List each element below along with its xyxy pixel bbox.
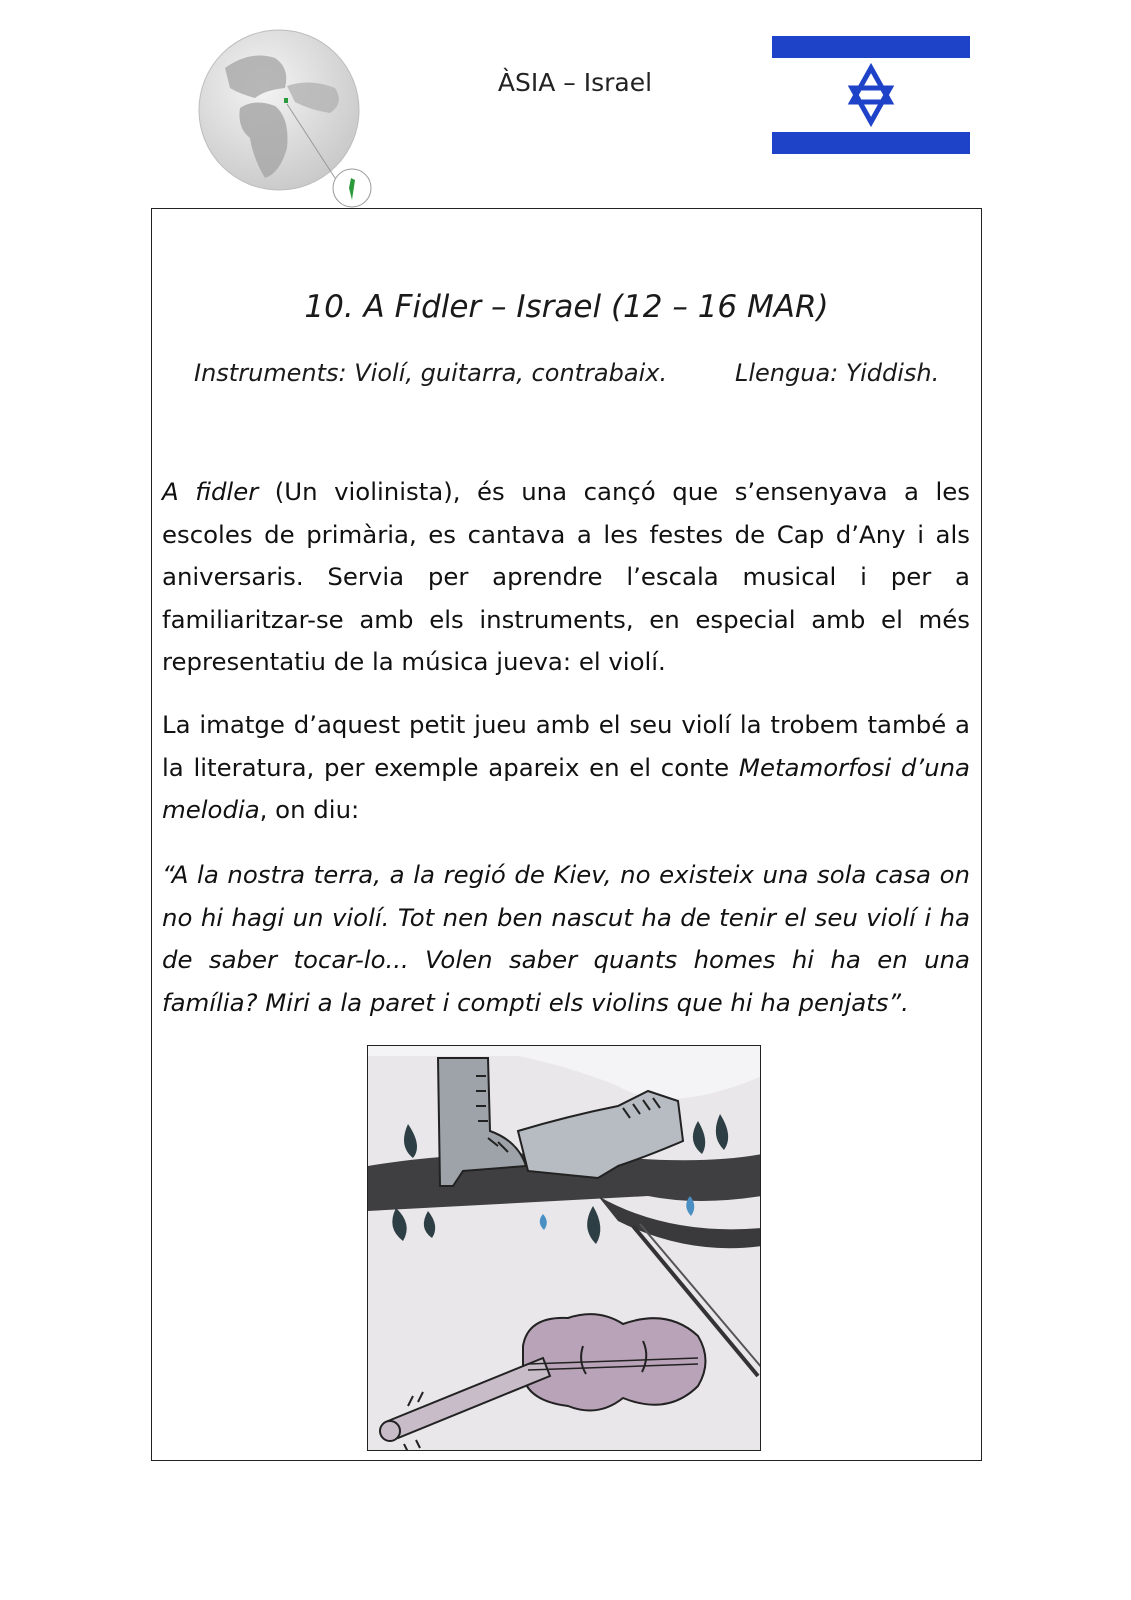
boots-on-branch-violin-illustration	[367, 1045, 761, 1451]
book-title-italic: Metamorfosi d’una melodia	[162, 752, 970, 824]
instruments-line: Instruments: Violí, guitarra, contrabaix.	[194, 359, 668, 387]
language-line: Llengua: Yiddish.	[735, 359, 940, 387]
page-header-title: ÀSIA – Israel	[497, 68, 653, 97]
intro-text: (Un violinista), és una cançó que s’ensenyava a les escoles de primària, es cantava a les festes de Cap d’Any i als aniversaris. Servia per aprendre l’escala musical i per a familiaritzar-se amb els instruments, en especial amb el més representatiu de la música jueva: el violí.	[162, 477, 970, 676]
intro-paragraph	[162, 471, 970, 684]
israel-flag-icon	[772, 36, 970, 154]
literature-text-a: La imatge d’aquest petit jueu amb el seu violí la trobem també a la literatura, per exemple apareix en el conte	[162, 710, 970, 782]
literature-text-b: , on diu:	[259, 795, 360, 824]
literature-paragraph	[162, 704, 970, 832]
song-title: 10. A Fidler – Israel (12 – 16 MAR)	[304, 289, 829, 325]
song-card	[151, 208, 982, 1461]
quote-paragraph: “A la nostra terra, a la regió de Kiev, no existeix una sola casa on no hi hagi un violí. Tot nen ben nascut ha de tenir el seu violí i ha de saber tocar-lo... Volen saber quants homes hi ha en una família? Miri a la paret i compti els violins que hi ha penjats”.	[162, 860, 970, 1017]
song-name-italic: A fidler	[162, 477, 259, 506]
world-globe-icon	[195, 28, 375, 208]
